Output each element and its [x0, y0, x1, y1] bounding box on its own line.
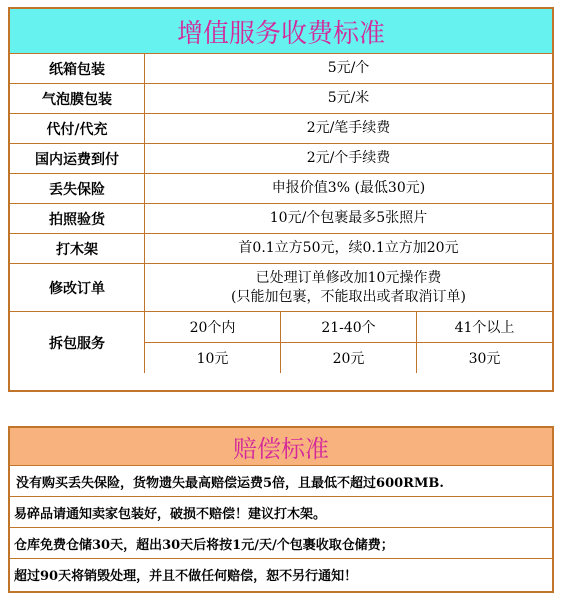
service-fee-table [8, 7, 554, 392]
fee-row-carton [10, 54, 552, 84]
fee-row-split-package [10, 312, 552, 373]
fee-value: 2元/笔手续费 [306, 120, 391, 136]
fee-value: 2元/个手续费 [306, 150, 391, 166]
fee-label: 丢失保险 [10, 174, 145, 203]
fee-value: 申报价值3% (最低30元) [271, 180, 426, 196]
fee-value [145, 264, 552, 311]
split-price-cell: 20元 [280, 343, 416, 373]
fee-value: 10元/个包裹最多5张照片 [269, 210, 428, 226]
fee-label: 气泡膜包装 [10, 84, 145, 113]
fee-value: 首0.1立方50元，续0.1立方加20元 [238, 240, 459, 256]
fee-row-modify-order [10, 264, 552, 312]
fee-label: 纸箱包装 [10, 54, 145, 83]
fee-row-domestic-freight [10, 144, 552, 174]
fee-label: 拆包服务 [10, 312, 145, 373]
split-price-cell: 10元 [196, 351, 229, 367]
compensation-title: 赔偿标准 [10, 428, 552, 466]
fee-label: 拍照验货 [10, 204, 145, 233]
fee-label: 国内运费到付 [10, 144, 145, 173]
fee-label: 修改订单 [10, 264, 145, 311]
fee-label: 打木架 [10, 234, 145, 263]
fee-row-photo-check [10, 204, 552, 234]
split-package-subtable [145, 312, 552, 373]
split-header-cell: 20个内 [189, 320, 236, 336]
split-header-cell: 41个以上 [416, 312, 552, 342]
fee-value: 5元/个 [327, 60, 370, 76]
fee-row-insurance [10, 174, 552, 204]
split-header-cell: 21-40个 [280, 312, 416, 342]
split-price-row [145, 342, 552, 373]
split-price-cell: 30元 [416, 343, 552, 373]
fee-row-payment [10, 114, 552, 144]
compensation-note: 仓库免费仓储30天，超出30天后将按1元/天/个包裹收取仓储费； [10, 528, 552, 559]
fee-value-line: (只能加包裹，不能取出或者取消订单) [231, 288, 466, 305]
fee-row-bubble-wrap [10, 84, 552, 114]
compensation-note: 易碎品请通知卖家包装好，破损不赔偿！建议打木架。 [10, 497, 552, 528]
compensation-note: 没有购买丢失保险，货物遗失最高赔偿运费5倍，且最低不超过600RMB. [10, 466, 552, 497]
compensation-note: 超过90天将销毁处理，并且不做任何赔偿，恕不另行通知！ [14, 569, 358, 584]
fee-value: 5元/米 [327, 90, 370, 106]
fee-row-wooden-frame [10, 234, 552, 264]
service-fee-title: 增值服务收费标准 [10, 9, 552, 54]
fee-label: 代付/代充 [10, 114, 145, 143]
split-header-row [145, 312, 552, 342]
fee-value-line: 已处理订单修改加10元操作费 [255, 269, 442, 286]
compensation-table [8, 426, 554, 593]
